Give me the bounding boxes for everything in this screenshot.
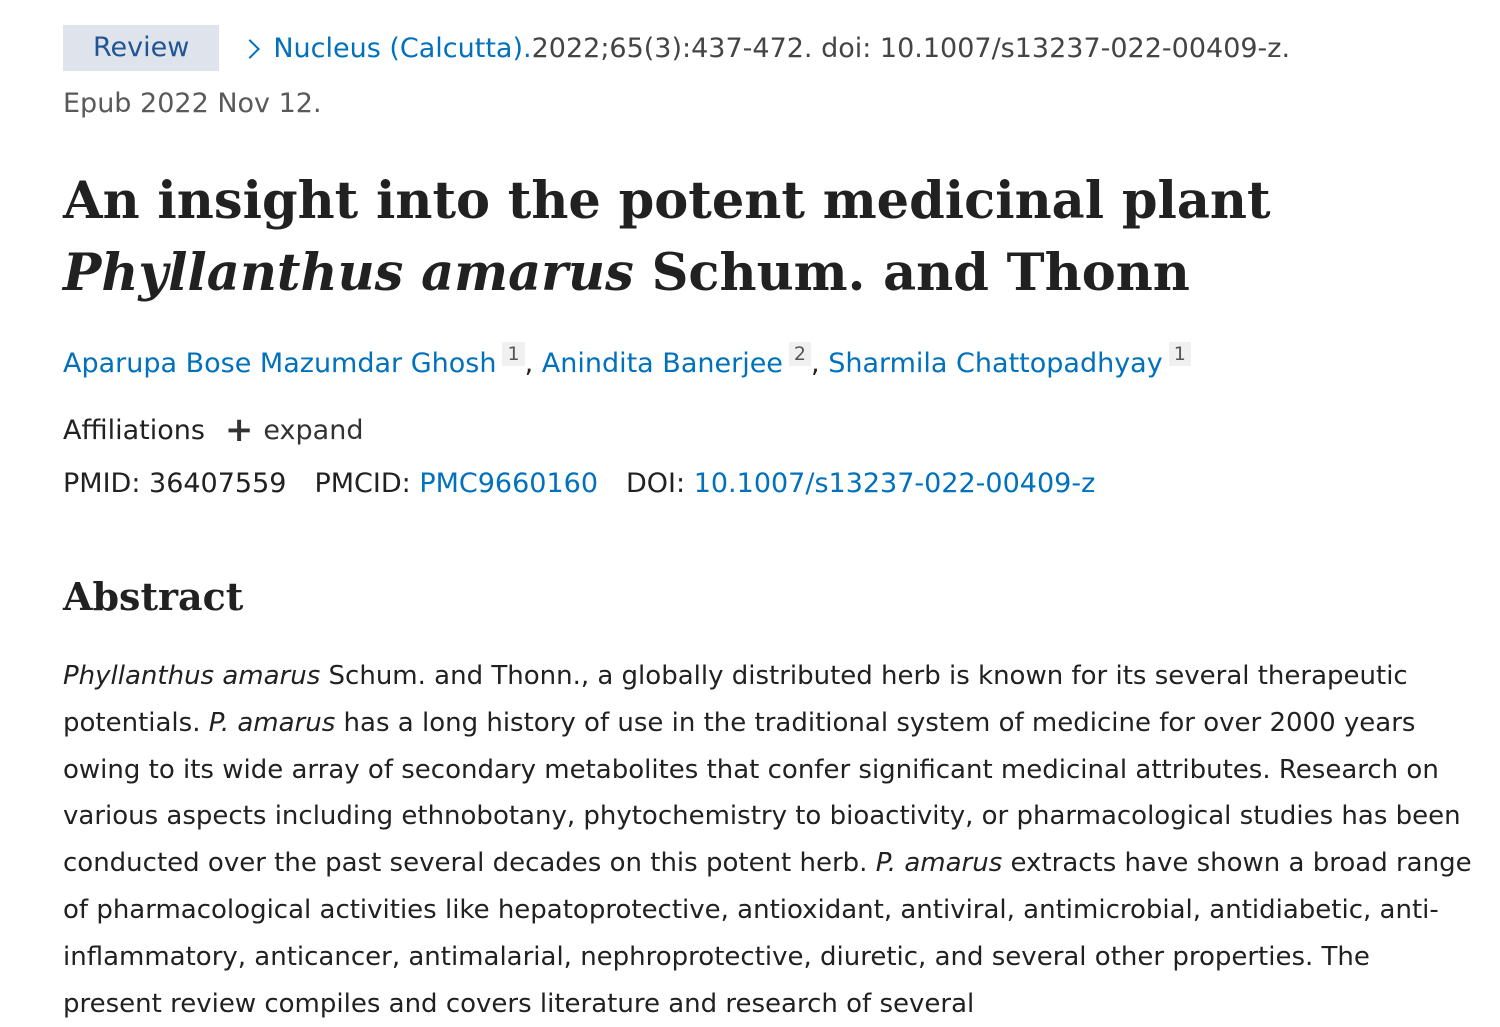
abstract-heading: Abstract xyxy=(63,574,244,619)
review-badge: Review xyxy=(63,25,219,71)
author-separator: , xyxy=(811,348,820,379)
author-separator: , xyxy=(524,348,534,379)
author-link[interactable]: Sharmila Chattopadhyay xyxy=(828,348,1163,379)
pmid-label: PMID: xyxy=(63,468,150,499)
citation-row xyxy=(63,25,1290,71)
author-link[interactable]: Aparupa Bose Mazumdar Ghosh xyxy=(63,348,497,379)
abstract-species: P. amarus xyxy=(208,707,336,738)
author-list xyxy=(63,342,1191,379)
affiliations-expand-button[interactable] xyxy=(224,410,364,450)
expand-label: expand xyxy=(263,415,364,446)
affiliation-number[interactable]: 1 xyxy=(1169,342,1191,366)
title-species: Phyllanthus amarus xyxy=(63,243,634,303)
pmcid-link[interactable]: PMC9660160 xyxy=(419,468,599,499)
citation-text: 2022;65(3):437-472. doi: 10.1007/s13237-022-00409-z. xyxy=(531,32,1291,64)
affiliation-number[interactable]: 2 xyxy=(789,342,811,366)
abstract-sentence: has a long history of use in the traditional system of medicine for over 2000 years owing to its wide array of secondary metabolites that confer significant medicinal attributes. Research on various aspects including ethnobotany, phytochemistry to bioactivity, or pharmacological studies has been conducted over the past several decades on this potent herb. xyxy=(63,707,1461,879)
article-title xyxy=(63,165,1463,309)
abstract-sentence: Schum. and Thonn., a globally distributed herb is known for its several therapeutic potentials. xyxy=(63,661,1408,738)
plus-icon: + xyxy=(224,410,254,450)
abstract-species: P. amarus xyxy=(875,848,1003,879)
abstract-text xyxy=(63,653,1473,1027)
epub-date: Epub 2022 Nov 12. xyxy=(63,88,322,119)
abstract-sentence: extracts have shown a broad range of pharmacological activities like hepatoprotective, antioxidant, antiviral, antimicrobial, antidiabetic, anti-inflammatory, anticancer, antimalarial, nephroprotective, diuretic, and several other properties. The present review compiles and covers literature and research of several xyxy=(63,848,1472,1019)
affiliations-label: Affiliations xyxy=(63,415,205,446)
author-link[interactable]: Anindita Banerjee xyxy=(541,348,783,379)
doi-link[interactable]: 10.1007/s13237-022-00409-z xyxy=(693,468,1096,499)
affiliations-row xyxy=(63,410,364,450)
pmid-value: 36407559 xyxy=(149,468,287,499)
pmcid-label: PMCID: xyxy=(314,468,420,499)
title-rest: Schum. and Thonn xyxy=(633,243,1190,303)
identifiers-row xyxy=(63,468,1095,499)
affiliation-number[interactable]: 1 xyxy=(502,342,524,366)
abstract-species: Phyllanthus amarus xyxy=(63,661,321,691)
doi-label: DOI: xyxy=(626,468,694,499)
title-line-1: An insight into the potent medicinal plant xyxy=(63,171,1271,231)
journal-link[interactable]: Nucleus (Calcutta). xyxy=(273,32,532,64)
chevron-right-icon xyxy=(240,39,260,59)
